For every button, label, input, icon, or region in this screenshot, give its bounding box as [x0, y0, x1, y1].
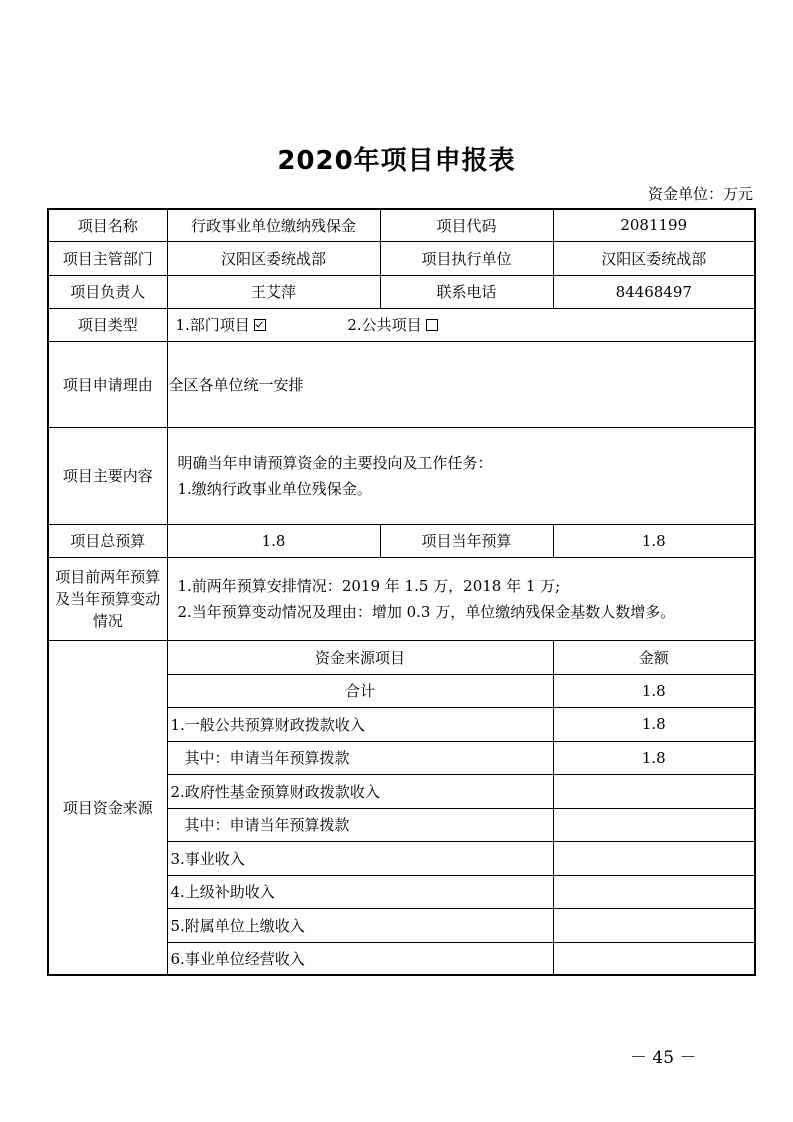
budget-change-label-2: 及当年预算变动 [55, 589, 161, 608]
row-content [48, 427, 755, 524]
funding-item: 6.事业单位经营收入 [167, 942, 553, 975]
option-dept-project-label: 1.部门项目 [175, 316, 250, 334]
reason-label: 项目申请理由 [48, 341, 167, 427]
budget-change-line-2: 2.当年预算变动情况及理由：增加 0.3 万，单位缴纳残保金基数人数增多。 [177, 602, 676, 621]
empty-box-icon[interactable] [426, 319, 438, 331]
project-type-options [167, 308, 755, 341]
leader-value: 王艾萍 [167, 275, 380, 308]
row-department [48, 241, 755, 275]
checked-box-icon[interactable] [254, 319, 266, 331]
budget-change-line-1: 1.前两年预算安排情况：2019 年 1.5 万，2018 年 1 万; [177, 576, 561, 595]
funding-item: 3.事业收入 [167, 841, 553, 875]
reason-value: 全区各单位统一安排 [167, 341, 755, 427]
project-application-table [47, 208, 756, 976]
dept-label: 项目主管部门 [48, 241, 167, 275]
funding-amount: 1.8 [553, 741, 755, 774]
total-budget-label: 项目总预算 [48, 524, 167, 557]
funding-item: 1.一般公共预算财政拨款收入 [167, 707, 553, 741]
funding-item: 2.政府性基金预算财政拨款收入 [167, 774, 553, 808]
funding-amount [553, 841, 755, 875]
row-reason [48, 341, 755, 427]
current-budget-value: 1.8 [553, 524, 755, 557]
funding-amount: 1.8 [553, 707, 755, 741]
project-type-label: 项目类型 [48, 308, 167, 341]
row-project-name [48, 209, 755, 241]
budget-change-label-3: 情况 [92, 611, 123, 630]
funding-amount [553, 774, 755, 808]
total-budget-value: 1.8 [167, 524, 380, 557]
exec-unit-value: 汉阳区委统战部 [553, 241, 755, 275]
leader-label: 项目负责人 [48, 275, 167, 308]
project-code-value: 2081199 [553, 209, 755, 241]
content-label: 项目主要内容 [48, 427, 167, 524]
funding-amount-header: 金额 [553, 640, 755, 674]
row-budget-change [48, 557, 755, 640]
row-leader [48, 275, 755, 308]
funding-source-header: 资金来源项目 [167, 640, 553, 674]
row-project-type [48, 308, 755, 341]
funding-amount [553, 942, 755, 975]
budget-change-value [167, 557, 755, 640]
option-public-project-label: 2.公共项目 [347, 316, 422, 334]
unit-note: 资金单位：万元 [647, 185, 753, 203]
phone-value: 84468497 [553, 275, 755, 308]
funding-item: 4.上级补助收入 [167, 875, 553, 908]
budget-change-label [48, 557, 167, 640]
funding-amount [553, 875, 755, 908]
phone-label: 联系电话 [380, 275, 553, 308]
project-code-label: 项目代码 [380, 209, 553, 241]
funding-item: 5.附属单位上缴收入 [167, 908, 553, 942]
content-line-2: 1.缴纳行政事业单位残保金。 [177, 479, 372, 498]
exec-unit-label: 项目执行单位 [380, 241, 553, 275]
funding-item: 其中：申请当年预算拨款 [167, 741, 553, 774]
content-line-1: 明确当年申请预算资金的主要投向及工作任务： [177, 453, 493, 472]
funding-amount [553, 908, 755, 942]
budget-change-label-1: 项目前两年预算 [55, 567, 161, 586]
project-name-value: 行政事业单位缴纳残保金 [167, 209, 380, 241]
funding-amount: 1.8 [553, 674, 755, 707]
dept-value: 汉阳区委统战部 [167, 241, 380, 275]
current-budget-label: 项目当年预算 [380, 524, 553, 557]
row-funding-header [48, 640, 755, 674]
funding-item: 其中：申请当年预算拨款 [167, 808, 553, 841]
row-budget [48, 524, 755, 557]
funding-item: 合计 [167, 674, 553, 707]
project-name-label: 项目名称 [48, 209, 167, 241]
page-title: 2020年项目申报表 [277, 146, 516, 176]
funding-amount [553, 808, 755, 841]
funding-label: 项目资金来源 [48, 640, 167, 975]
page-number: － 45 － [630, 1048, 697, 1068]
content-value [167, 427, 755, 524]
